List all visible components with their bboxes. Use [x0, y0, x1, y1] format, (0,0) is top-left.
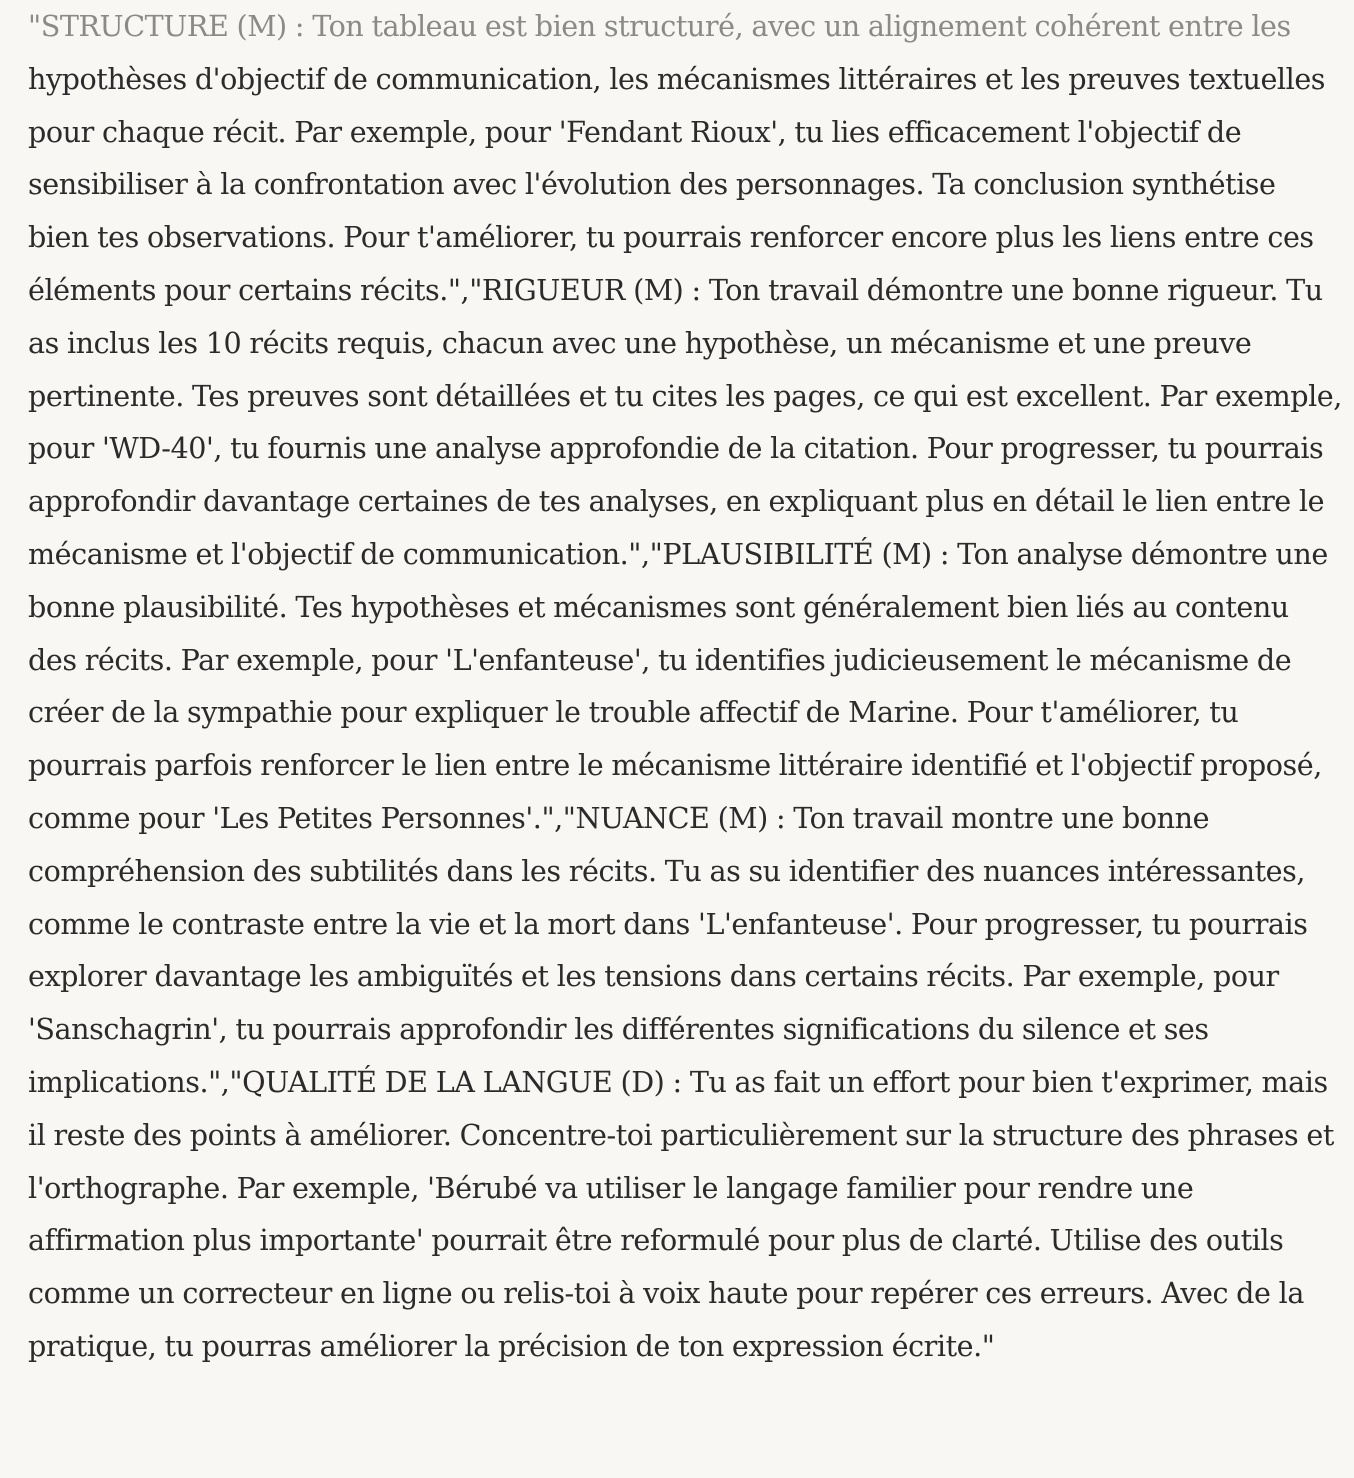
feedback-document	[28, 0, 1342, 1373]
feedback-paragraph	[28, 0, 1342, 1373]
feedback-body: hypothèses d'objectif de communication, les mécanismes littéraires et les preuves textuelles pour chaque récit. Par exemple, pour 'Fendant Rioux', tu lies efficacement l'objectif de sensibiliser à la confrontation avec l'évolution des personnages. Ta conclusion synthétise bien tes observations. Pour t'améliorer, tu pourrais renforcer encore plus les liens entre ces éléments pour certains récits.","RIGUEUR (M) : Ton travail démontre une bonne rigueur. Tu as inclus les 10 récits requis, chacun avec une hypothèse, un mécanisme et une preuve pertinente. Tes preuves sont détaillées et tu cites les pages, ce qui est excellent. Par exemple, pour 'WD-40', tu fournis une analyse approfondie de la citation. Pour progresser, tu pourrais approfondir davantage certaines de tes analyses, en expliquant plus en détail le lien entre le mécanisme et l'objectif de communication.","PLAUSIBILITÉ (M) : Ton analyse démontre une bonne plausibilité. Tes hypothèses et mécanismes sont généralement bien liés au contenu des récits. Par exemple, pour 'L'enfanteuse', tu identifies judicieusement le mécanisme de créer de la sympathie pour expliquer le trouble affectif de Marine. Pour t'améliorer, tu pourrais parfois renforcer le lien entre le mécanisme littéraire identifié et l'objectif proposé, comme pour 'Les Petites Personnes'.","NUANCE (M) : Ton travail montre une bonne compréhension des subtilités dans les récits. Tu as su identifier des nuances intéressantes, comme le contraste entre la vie et la mort dans 'L'enfanteuse'. Pour progresser, tu pourrais explorer davantage les ambiguïtés et les tensions dans certains récits. Par exemple, pour 'Sanschagrin', tu pourrais approfondir les différentes significations du silence et ses implications.","QUALITÉ DE LA LANGUE (D) : Tu as fait un effort pour bien t'exprimer, mais il reste des points à améliorer. Concentre-toi particulièrement sur la structure des phrases et l'orthographe. Par exemple, 'Bérubé va utiliser le langage familier pour rendre une affirmation plus importante' pourrait être reformulé pour plus de clarté. Utilise des outils comme un correcteur en ligne ou relis-toi à voix haute pour repérer ces erreurs. Avec de la pratique, tu pourras améliorer la précision de ton expression écrite."	[28, 61, 1342, 1363]
feedback-first-line: "STRUCTURE (M) : Ton tableau est bien structuré, avec un alignement cohérent entre les	[28, 9, 1291, 43]
